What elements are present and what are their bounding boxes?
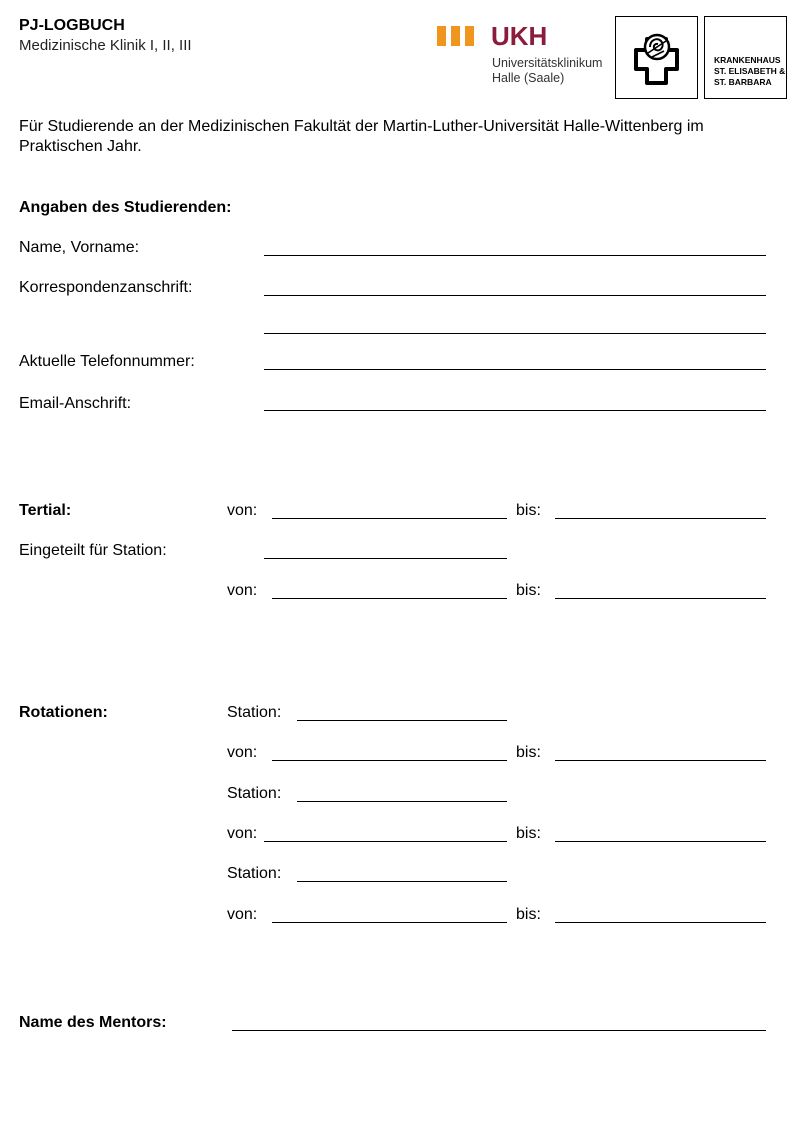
tertial-from-field[interactable]: [272, 501, 507, 519]
rotation1-from-field[interactable]: [272, 743, 507, 761]
logo-bar: [437, 26, 446, 46]
ukh-line1: Universitätsklinikum: [492, 56, 603, 70]
rotation3-from-field[interactable]: [272, 905, 507, 923]
logo-bar: [451, 26, 460, 46]
rotation2-from-field[interactable]: [264, 824, 507, 842]
rotation1-station-field[interactable]: [297, 703, 507, 721]
krankenhaus-line3: ST. BARBARA: [714, 77, 772, 87]
rotation1-bis-label: bis:: [516, 744, 541, 761]
document-title: PJ-LOGBUCH: [19, 17, 125, 34]
rotation2-von-label: von:: [227, 825, 258, 842]
ukh-logo: [437, 20, 612, 90]
rotation2-bis-label: bis:: [516, 825, 541, 842]
station-assigned-field[interactable]: [264, 541, 507, 559]
phone-label: Aktuelle Telefonnummer:: [19, 353, 195, 370]
mentor-field[interactable]: [232, 1013, 766, 1031]
document-subtitle: Medizinische Klinik I, II, III: [19, 37, 192, 54]
rotation1-von-label: von:: [227, 744, 258, 761]
rotation2-station-field[interactable]: [297, 784, 507, 802]
address-label: Korrespondenzanschrift:: [19, 279, 193, 296]
rotation2-to-field[interactable]: [555, 824, 766, 842]
krankenhaus-line2: ST. ELISABETH &: [714, 66, 786, 76]
station-to-field[interactable]: [555, 581, 766, 599]
station-from-field[interactable]: [272, 581, 507, 599]
rotation3-station-field[interactable]: [297, 864, 507, 882]
tertial-bis-label: bis:: [516, 502, 541, 519]
rotation3-to-field[interactable]: [555, 905, 766, 923]
logo-bar: [465, 26, 474, 46]
student-heading: Angaben des Studierenden:: [19, 199, 232, 216]
station-von-label: von:: [227, 582, 258, 599]
rotation2-station-label: Station:: [227, 785, 282, 802]
ukh-line2: Halle (Saale): [492, 71, 565, 85]
ukh-wordmark: UKH: [491, 21, 548, 51]
email-field[interactable]: [264, 393, 766, 411]
phone-field[interactable]: [264, 352, 766, 370]
rose-cross-icon: [616, 17, 697, 98]
station-assigned-label: Eingeteilt für Station:: [19, 542, 167, 559]
rotation3-bis-label: bis:: [516, 906, 541, 923]
rotation1-to-field[interactable]: [555, 743, 766, 761]
tertial-von-label: von:: [227, 502, 258, 519]
emblem-logo: [615, 16, 698, 99]
tertial-heading: Tertial:: [19, 502, 72, 519]
mentor-label: Name des Mentors:: [19, 1014, 167, 1031]
rotationen-heading: Rotationen:: [19, 704, 108, 721]
rotation3-von-label: von:: [227, 906, 258, 923]
intro-text: Für Studierende an der Medizinischen Fakultät der Martin-Luther-Universität Halle-Wittenberg im Praktischen Jahr.: [19, 118, 704, 155]
address-field-line1[interactable]: [264, 278, 766, 296]
krankenhaus-line1: KRANKENHAUS: [714, 55, 781, 65]
name-field[interactable]: [264, 238, 766, 256]
krankenhaus-logo: [704, 16, 787, 99]
rotation1-station-label: Station:: [227, 704, 282, 721]
email-label: Email-Anschrift:: [19, 395, 132, 412]
station-bis-label: bis:: [516, 582, 541, 599]
name-label: Name, Vorname:: [19, 239, 140, 256]
tertial-to-field[interactable]: [555, 501, 766, 519]
rotation3-station-label: Station:: [227, 865, 282, 882]
address-field-line2[interactable]: [264, 316, 766, 334]
